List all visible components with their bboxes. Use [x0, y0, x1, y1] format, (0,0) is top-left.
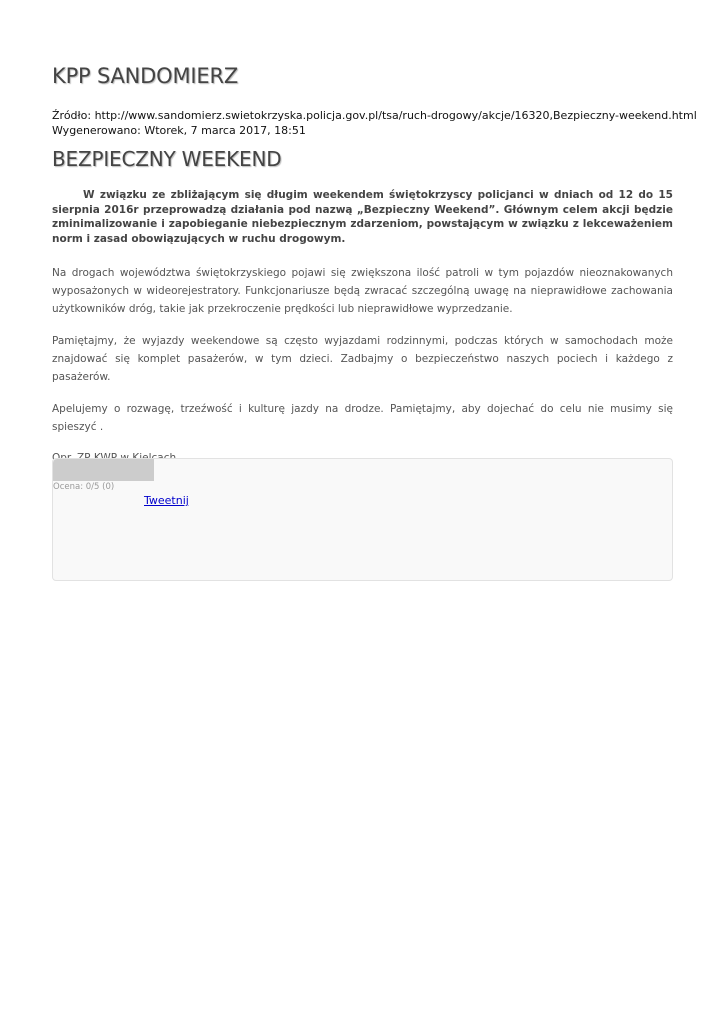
article-paragraph: Pamiętajmy, że wyjazdy weekendowe są często wyjazdami rodzinnymi, podczas których w samochodach może znajdować się komplet pasażerów, w tym dzieci. Zadbajmy o bezpieczeństwo naszych pociech i każdego z pasażerów. — [52, 335, 673, 383]
article-paragraph: Na drogach województwa świętokrzyskiego pojawi się zwiększona ilość patroli w tym pojazdów nieoznakowanych wyposażonych w wideorejestratory. Funkcjonariusze będą zwracać szczególną uwagę na nieprawidłowe zachowania użytkowników dróg, takie jak przekroczenie prędkości lub nieprawidłowe wyprzedzanie. — [52, 267, 673, 315]
article-title: BEZPIECZNY WEEKEND — [52, 147, 282, 171]
article-paragraph: Apelujemy o rozwagę, trzeźwość i kulturę jazdy na drodze. Pamiętajmy, aby dojechać do celu nie musimy się spieszyć . — [52, 403, 673, 433]
article-lead: W związku ze zbliżającym się długim weekendem świętokrzyscy policjanci w dniach od 12 do 15 sierpnia 2016r przeprowadzą działania pod nazwą „Bezpieczny Weekend”. Głównym celem akcji będzie zminimalizowanie i zapobieganie niebezpiecznym zdarzeniom, powstającym w związku z lekceważeniem norm i zasad obowiązujących w ruchu drogowym. — [52, 189, 673, 245]
rating-panel — [52, 458, 673, 581]
document-meta — [52, 108, 697, 138]
site-title: KPP SANDOMIERZ — [52, 64, 239, 88]
tweet-link[interactable]: Tweetnij — [144, 494, 189, 507]
rating-stars-bar[interactable] — [53, 459, 154, 481]
rating-label: Ocena: 0/5 (0) — [53, 482, 115, 492]
article-body — [52, 264, 673, 467]
generated-line: Wygenerowano: Wtorek, 7 marca 2017, 18:51 — [52, 124, 306, 137]
source-line: Źródło: http://www.sandomierz.swietokrzyska.policja.gov.pl/tsa/ruch-drogowy/akcje/16320,Bezpieczny-weekend.html — [52, 109, 697, 122]
